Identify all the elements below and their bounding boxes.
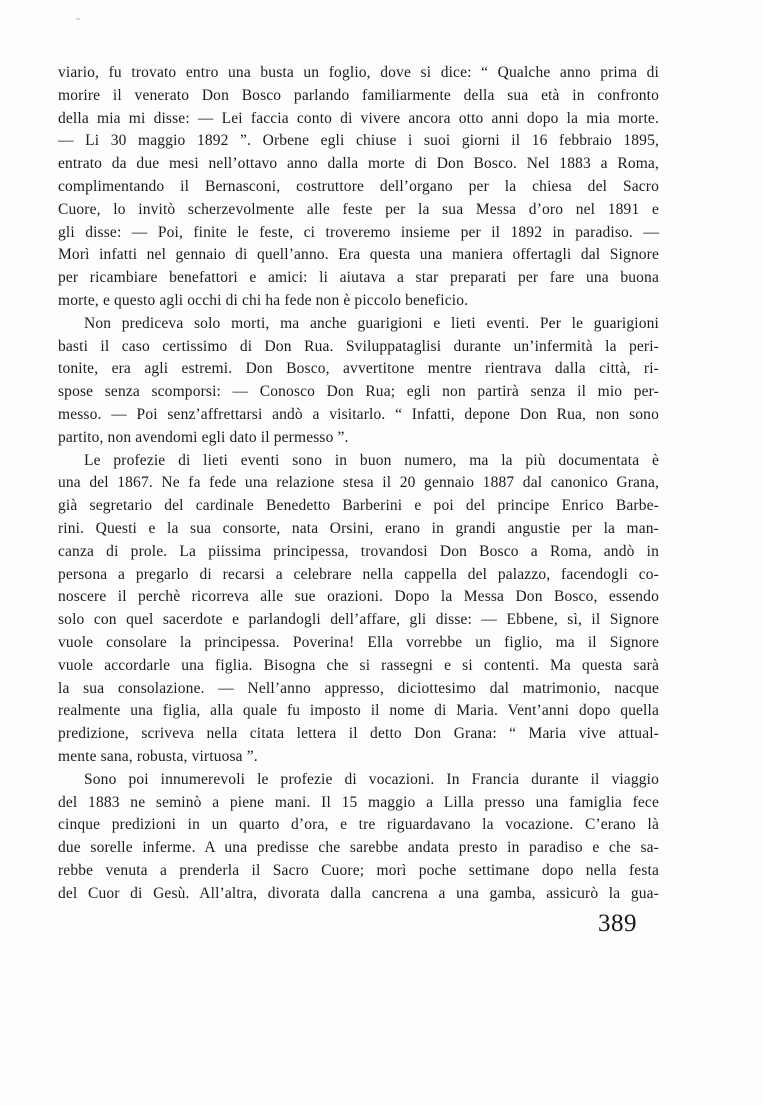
text-line: la sua consolazione. — Nell’anno appresso, diciottesimo dal matrimonio, nacque xyxy=(58,679,659,697)
text-line: partito, non avendomi egli dato il permesso ”. xyxy=(58,428,349,446)
text-line: spose senza scomporsi: — Conosco Don Rua; egli non partirà senza il mio per- xyxy=(58,383,659,401)
text-line: vuole accordarle una figlia. Bisogna che si rassegni e si contenti. Ma questa sarà xyxy=(58,656,659,674)
text-line: complimentando il Bernasconi, costruttore dell’organo per la chiesa del Sacro xyxy=(58,177,659,195)
text-line: vuole consolare la principessa. Poverina! Ella vorrebbe un figlio, ma il Signore xyxy=(58,633,659,651)
text-line: due sorelle inferme. A una predisse che sarebbe andata presto in paradiso e che sa- xyxy=(58,839,659,857)
paragraph xyxy=(58,450,659,769)
text-line: entrato da due mesi nell’ottavo anno dalla morte di Don Bosco. Nel 1883 a Roma, xyxy=(58,155,659,173)
text-line: viario, fu trovato entro una busta un foglio, dove si dice: “ Qualche anno prima di xyxy=(58,64,659,81)
text-line: cinque predizioni in un quarto d’ora, e tre riguardavano la vocazione. C’erano là xyxy=(58,816,659,834)
text-line: Cuore, lo invitò scherzevolmente alle feste per la sua Messa d’oro nel 1891 e xyxy=(58,200,659,218)
text-line: del 1883 ne seminò a piene mani. Il 15 maggio a Lilla presso una famiglia fece xyxy=(58,793,659,811)
page-text xyxy=(58,62,659,905)
paragraph xyxy=(58,62,659,313)
scan-artifact xyxy=(76,18,80,20)
text-line: Le profezie di lieti eventi sono in buon numero, ma la più documentata è xyxy=(84,451,659,469)
text-line: già segretario del cardinale Benedetto Barberini e poi del principe Enrico Barbe- xyxy=(58,497,659,515)
text-line: Non prediceva solo morti, ma anche guarigioni e lieti eventi. Per le guarigioni xyxy=(84,314,659,332)
text-line: Sono poi innumerevoli le profezie di vocazioni. In Francia durante il viaggio xyxy=(84,770,659,788)
text-line: tonite, era agli estremi. Don Bosco, avvertitone mentre rientrava dalla città, ri- xyxy=(58,360,659,378)
text-line: della mia mi disse: — Lei faccia conto di vivere ancora otto anni dopo la mia morte. xyxy=(58,109,659,127)
text-line: morte, e questo agli occhi di chi ha fede non è piccolo beneficio. xyxy=(58,291,469,309)
text-line: predizione, scriveva nella citata lettera il detto Don Grana: “ Maria vive attual- xyxy=(58,725,659,743)
text-line: rini. Questi e la sua consorte, nata Orsini, erano in grandi angustie per la man- xyxy=(58,519,659,537)
text-line: realmente una figlia, alla quale fu imposto il nome di Maria. Vent’anni dopo quella xyxy=(58,702,659,720)
text-line: morire il venerato Don Bosco parlando familiarmente della sua età in confronto xyxy=(58,86,659,104)
text-line: solo con quel sacerdote e parlandogli dell’affare, gli disse: — Ebbene, sì, il Signore xyxy=(58,611,659,629)
text-line: canza di prole. La piissima principessa, trovandosi Don Bosco a Roma, andò in xyxy=(58,542,659,560)
text-line: rebbe venuta a prenderla il Sacro Cuore; morì poche settimane dopo nella festa xyxy=(58,861,659,879)
text-line: basti il caso certissimo di Don Rua. Sviluppataglisi durante un’infermità la peri- xyxy=(58,337,659,355)
text-line: per ricambiare benefattori e amici: li aiutava a star preparati per fare una buona xyxy=(58,269,659,287)
text-line: mente sana, robusta, virtuosa ”. xyxy=(58,747,258,765)
text-line: Morì infatti nel gennaio di quell’anno. Era questa una maniera offertagli dal Signore xyxy=(58,246,659,264)
text-line: persona a pregarlo di recarsi a celebrare nella cappella del palazzo, facendogli co- xyxy=(58,565,659,583)
text-line: — Li 30 maggio 1892 ”. Orbene egli chiuse i suoi giorni il 16 febbraio 1895, xyxy=(58,132,659,150)
text-line: del Cuor di Gesù. All’altra, divorata dalla cancrena a una gamba, assicurò la gua- xyxy=(58,884,659,902)
text-line: una del 1867. Ne fa fede una relazione stesa il 20 gennaio 1887 dal canonico Grana, xyxy=(58,474,659,492)
text-line: noscere il perchè ricorreva alle sue orazioni. Dopo la Messa Don Bosco, essendo xyxy=(58,588,659,606)
paragraph xyxy=(58,313,659,450)
text-line: messo. — Poi senz’affrettarsi andò a visitarlo. “ Infatti, depone Don Rua, non sono xyxy=(58,405,659,423)
page-number: 389 xyxy=(598,910,637,937)
paragraph xyxy=(58,769,659,906)
text-line: gli disse: — Poi, finite le feste, ci troveremo insieme per il 1892 in paradiso. — xyxy=(58,223,659,241)
